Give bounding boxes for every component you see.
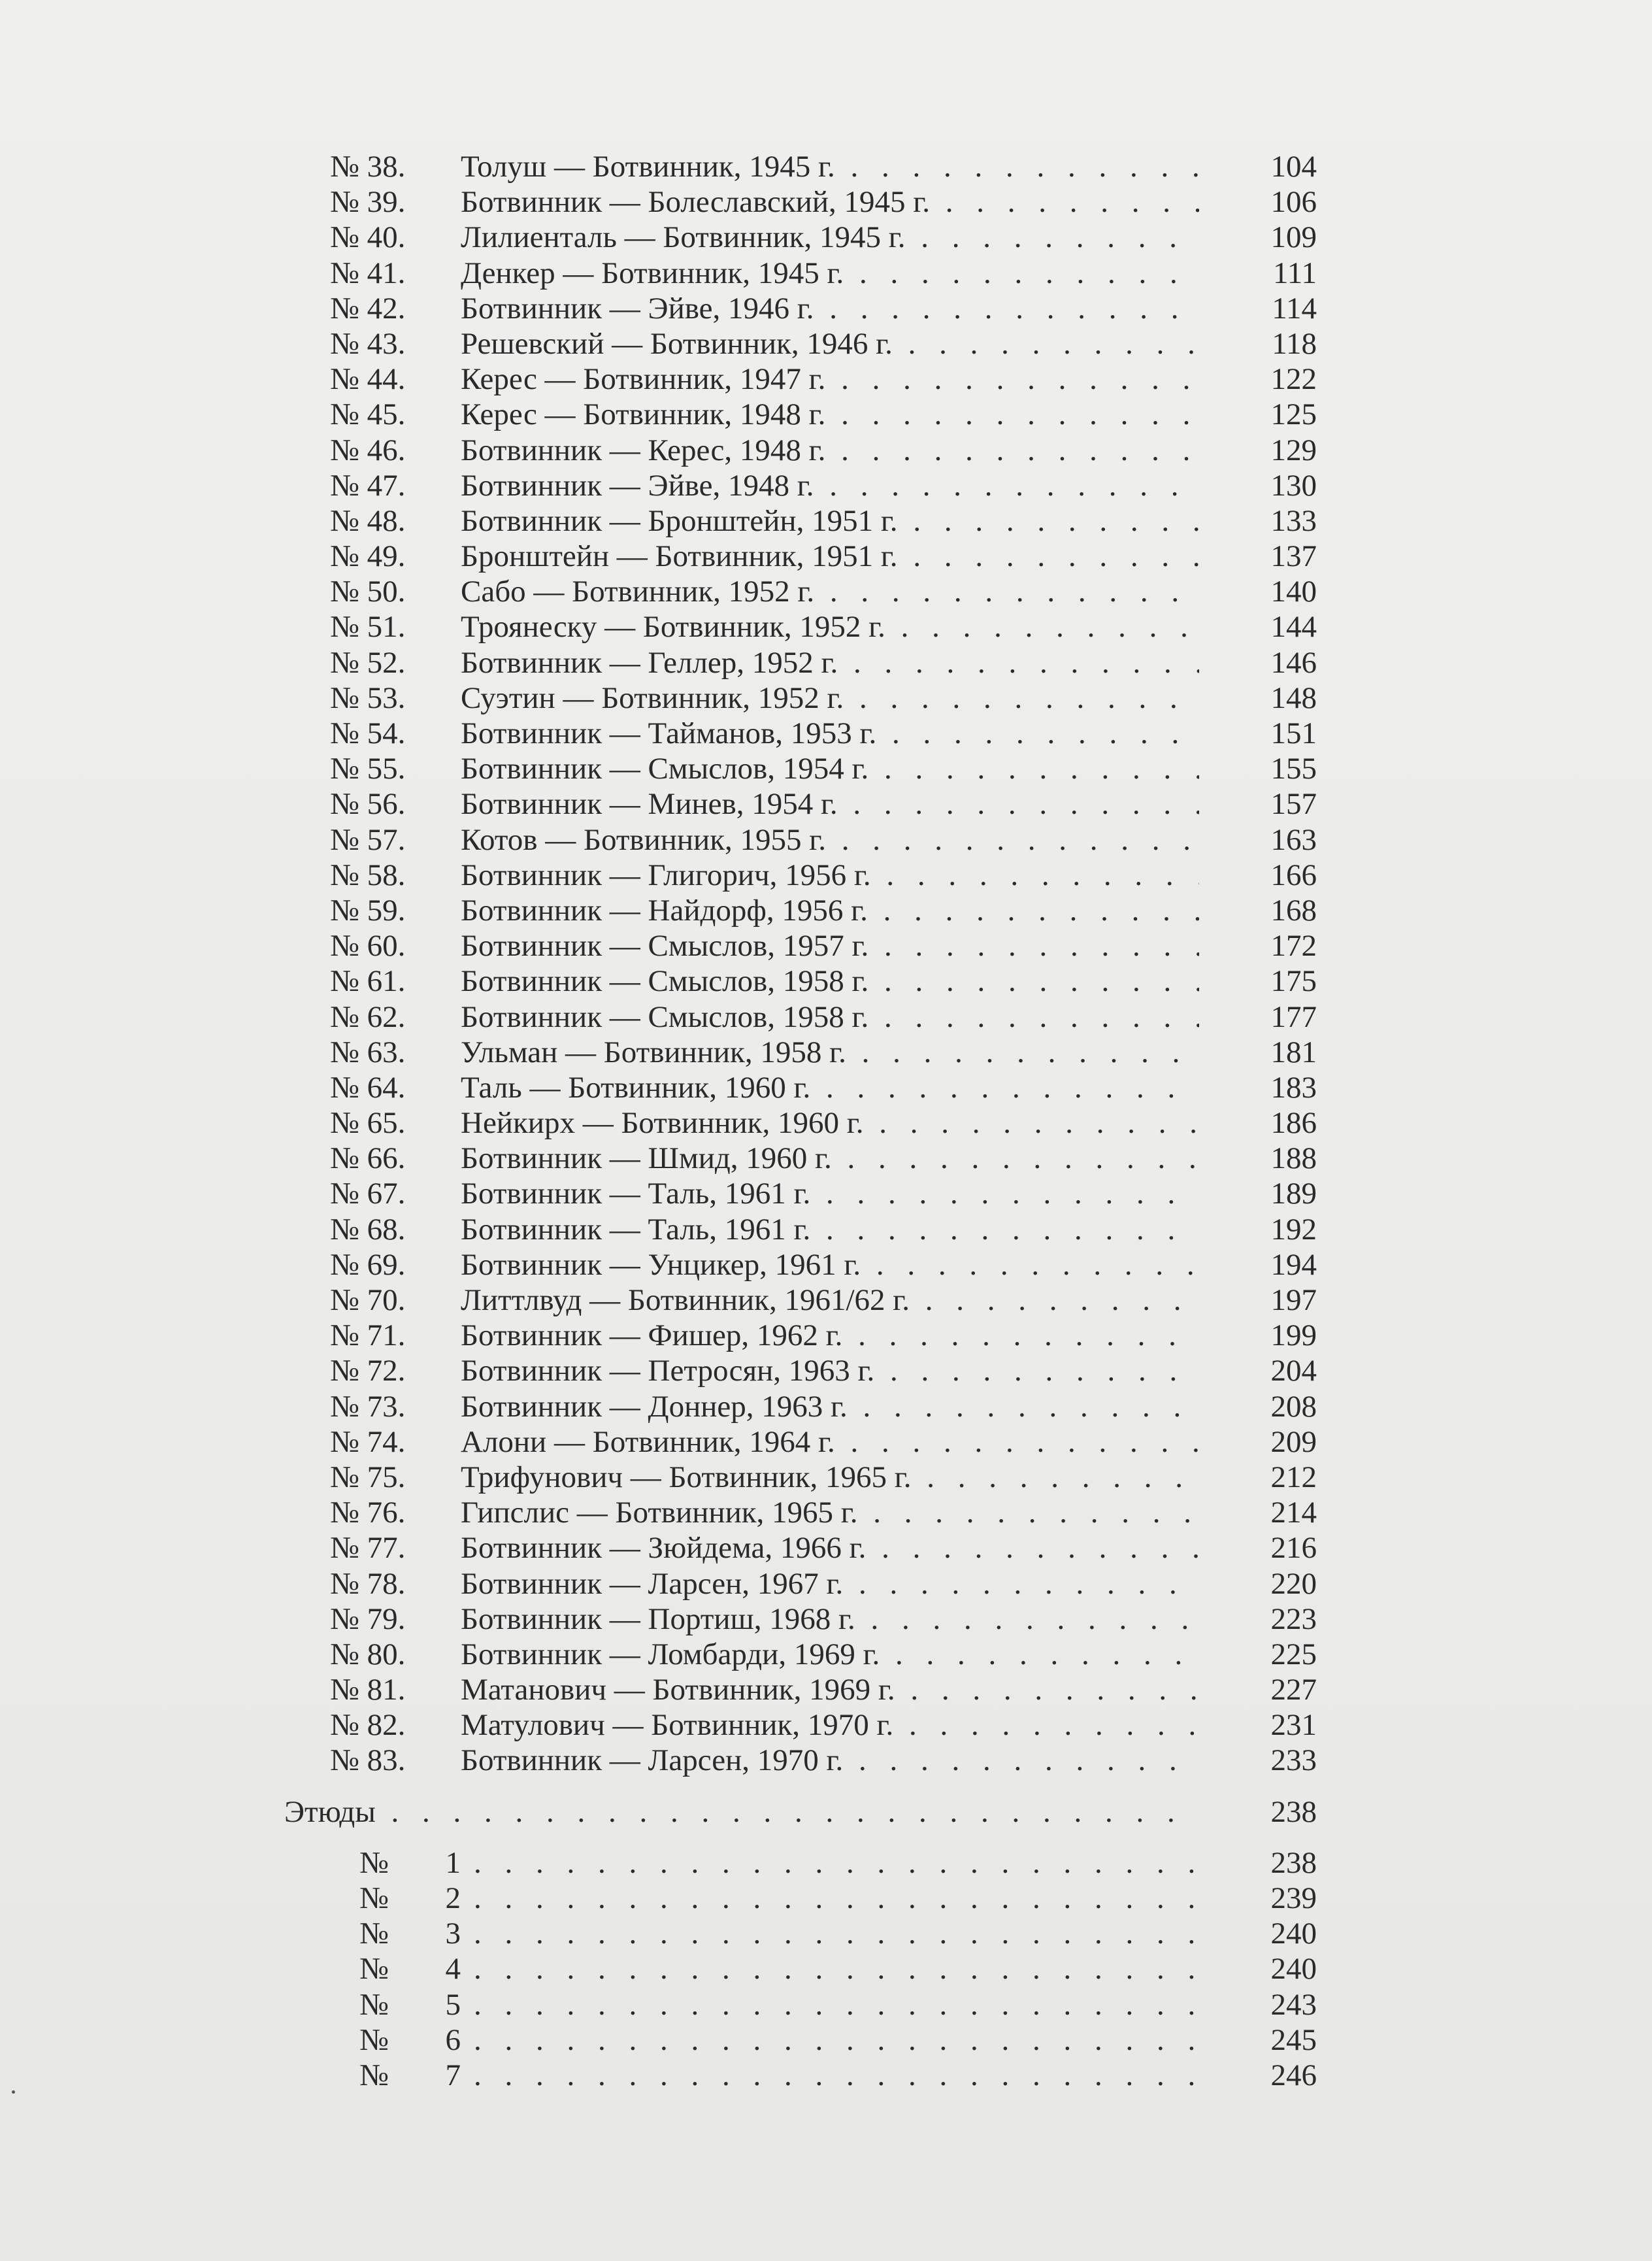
entry-title: Ботвинник — Бронштейн, 1951 г. . . . bbox=[461, 503, 1199, 539]
entry-page: 197 bbox=[1270, 1283, 1317, 1317]
etude-number: 6 bbox=[445, 2022, 461, 2057]
etude-page: 246 bbox=[1270, 2058, 1317, 2092]
entry-page: 106 bbox=[1270, 185, 1317, 220]
entry-number: № 81. bbox=[330, 1673, 406, 1707]
etude-entry bbox=[330, 1881, 1317, 1916]
entry-page: 118 bbox=[1272, 326, 1317, 361]
toc-entry bbox=[330, 751, 1317, 786]
toc-entry bbox=[330, 1530, 1317, 1566]
etude-page: 245 bbox=[1270, 2022, 1317, 2057]
entry-title: Решевский — Ботвинник, 1946 г. . . . bbox=[461, 326, 1199, 361]
entry-title: Ботвинник — Найдорф, 1956 г. . . . bbox=[461, 893, 1199, 928]
entry-number: № 73. bbox=[330, 1389, 406, 1424]
entry-page: 104 bbox=[1270, 150, 1317, 184]
etude-number-sign: № bbox=[359, 1987, 389, 2022]
etude-entry bbox=[330, 1951, 1317, 1986]
entry-number: № 61. bbox=[330, 964, 406, 999]
entry-title: Ботвинник — Смыслов, 1958 г. . . . bbox=[461, 963, 1199, 999]
table-of-contents bbox=[284, 149, 1317, 2093]
etude-leader bbox=[474, 1881, 1199, 1916]
entry-title: Сабо — Ботвинник, 1952 г. . . . bbox=[461, 574, 1199, 609]
entry-title: Керес — Ботвинник, 1948 г. . . . bbox=[461, 397, 1199, 432]
entry-title: Бронштейн — Ботвинник, 1951 г. . . . bbox=[461, 539, 1199, 574]
entry-title: Гипслис — Ботвинник, 1965 г. . . . bbox=[461, 1495, 1199, 1530]
toc-entry bbox=[330, 1141, 1317, 1176]
entry-page: 146 bbox=[1270, 645, 1317, 680]
entry-page: 186 bbox=[1270, 1106, 1317, 1141]
etude-number-sign: № bbox=[359, 2022, 389, 2057]
toc-entry bbox=[330, 1247, 1317, 1282]
etude-number: 1 bbox=[445, 1845, 461, 1880]
entry-page: 192 bbox=[1270, 1212, 1317, 1247]
entry-number: № 43. bbox=[330, 326, 406, 361]
toc-entry bbox=[330, 1460, 1317, 1495]
entry-title: Ботвинник — Геллер, 1952 г. . . . bbox=[461, 645, 1199, 680]
toc-entry bbox=[330, 786, 1317, 822]
entry-page: 137 bbox=[1270, 539, 1317, 574]
entry-title: Ботвинник — Болеславский, 1945 г. . . . bbox=[461, 184, 1199, 220]
toc-entry bbox=[330, 858, 1317, 893]
entry-number: № 40. bbox=[330, 220, 406, 255]
entry-page: 199 bbox=[1270, 1318, 1317, 1353]
entry-page: 212 bbox=[1270, 1460, 1317, 1494]
entry-page: 175 bbox=[1270, 964, 1317, 999]
etude-number: 4 bbox=[445, 1952, 461, 1986]
toc-entry bbox=[330, 256, 1317, 291]
toc-entry bbox=[330, 1105, 1317, 1141]
entry-number: № 79. bbox=[330, 1601, 406, 1636]
toc-entry bbox=[330, 999, 1317, 1035]
entry-title: Ботвинник — Фишер, 1962 г. . . . bbox=[461, 1318, 1199, 1353]
etude-entry bbox=[330, 1845, 1317, 1881]
entry-title: Ботвинник — Эйве, 1948 г. . . . bbox=[461, 468, 1199, 503]
entry-page: 223 bbox=[1270, 1601, 1317, 1636]
entry-page: 111 bbox=[1272, 256, 1317, 290]
entry-number: № 42. bbox=[330, 291, 406, 326]
entry-number: № 49. bbox=[330, 539, 406, 574]
entry-number: № 82. bbox=[330, 1708, 406, 1743]
toc-entry bbox=[330, 1672, 1317, 1707]
section-title: Этюды . . . bbox=[284, 1794, 1199, 1830]
entry-page: 231 bbox=[1270, 1708, 1317, 1743]
entry-page: 181 bbox=[1270, 1035, 1317, 1069]
etude-number-sign: № bbox=[359, 1952, 389, 1986]
entry-page: 125 bbox=[1270, 397, 1317, 432]
toc-entry bbox=[330, 468, 1317, 503]
entry-page: 204 bbox=[1270, 1354, 1317, 1388]
entry-number: № 38. bbox=[330, 150, 406, 184]
entry-title: Ботвинник — Керес, 1948 г. . . . bbox=[461, 433, 1199, 468]
entry-number: № 70. bbox=[330, 1283, 406, 1317]
etude-leader bbox=[474, 1916, 1199, 1951]
entry-title: Ботвинник — Таль, 1961 г. . . . bbox=[461, 1212, 1199, 1247]
entry-number: № 41. bbox=[330, 256, 406, 290]
etude-page: 238 bbox=[1270, 1845, 1317, 1880]
etude-number: 5 bbox=[445, 1987, 461, 2022]
toc-entry bbox=[330, 1637, 1317, 1672]
entry-title: Ботвинник — Тайманов, 1953 г. . . . bbox=[461, 716, 1199, 751]
etude-page: 243 bbox=[1270, 1987, 1317, 2022]
section-page: 238 bbox=[1270, 1794, 1317, 1829]
etude-number-sign: № bbox=[359, 2058, 389, 2092]
toc-entry bbox=[330, 1318, 1317, 1353]
entry-page: 209 bbox=[1270, 1424, 1317, 1459]
entry-title: Матулович — Ботвинник, 1970 г. . . . bbox=[461, 1707, 1199, 1743]
entry-title: Ботвинник — Ломбарди, 1969 г. . . . bbox=[461, 1637, 1199, 1672]
entry-number: № 65. bbox=[330, 1106, 406, 1141]
etude-leader bbox=[474, 1845, 1199, 1881]
etude-page: 239 bbox=[1270, 1881, 1317, 1915]
entry-title: Ботвинник — Глигорич, 1956 г. . . . bbox=[461, 858, 1199, 893]
toc-entry bbox=[330, 680, 1317, 716]
entry-page: 155 bbox=[1270, 752, 1317, 786]
toc-entry bbox=[330, 1070, 1317, 1105]
etude-entry bbox=[330, 2022, 1317, 2058]
entry-title: Ботвинник — Доннер, 1963 г. . . . bbox=[461, 1389, 1199, 1424]
entry-page: 225 bbox=[1270, 1637, 1317, 1671]
entry-title: Ботвинник — Ларсен, 1967 г. . . . bbox=[461, 1566, 1199, 1601]
entry-page: 172 bbox=[1270, 929, 1317, 963]
entry-title: Нейкирх — Ботвинник, 1960 г. . . . bbox=[461, 1105, 1199, 1141]
entry-number: № 58. bbox=[330, 858, 406, 892]
entry-title: Литтлвуд — Ботвинник, 1961/62 г. . . . bbox=[461, 1282, 1199, 1318]
entry-number: № 71. bbox=[330, 1318, 406, 1353]
entry-title: Трифунович — Ботвинник, 1965 г. . . . bbox=[461, 1460, 1199, 1495]
toc-entry bbox=[330, 1353, 1317, 1388]
entry-title: Таль — Ботвинник, 1960 г. . . . bbox=[461, 1070, 1199, 1105]
etude-entry bbox=[330, 1987, 1317, 2022]
entry-number: № 44. bbox=[330, 362, 406, 397]
entry-title: Лилиенталь — Ботвинник, 1945 г. . . . bbox=[461, 220, 1199, 255]
toc-entry bbox=[330, 822, 1317, 858]
toc-entry bbox=[330, 149, 1317, 184]
entry-page: 189 bbox=[1270, 1177, 1317, 1211]
etude-number: 7 bbox=[445, 2058, 461, 2092]
entry-number: № 63. bbox=[330, 1035, 406, 1069]
entry-page: 133 bbox=[1270, 503, 1317, 538]
etude-leader bbox=[474, 2058, 1199, 2093]
entry-title: Ботвинник — Шмид, 1960 г. . . . bbox=[461, 1141, 1199, 1176]
entry-number: № 83. bbox=[330, 1743, 406, 1778]
entry-number: № 76. bbox=[330, 1496, 406, 1530]
etude-entry bbox=[330, 2058, 1317, 2093]
entry-number: № 56. bbox=[330, 787, 406, 822]
entry-title: Ботвинник — Смыслов, 1958 г. . . . bbox=[461, 999, 1199, 1035]
toc-entry bbox=[330, 1566, 1317, 1601]
toc-entry bbox=[330, 1601, 1317, 1637]
entry-page: 220 bbox=[1270, 1566, 1317, 1601]
entry-number: № 53. bbox=[330, 680, 406, 715]
etude-number: 2 bbox=[445, 1881, 461, 1915]
entry-page: 114 bbox=[1272, 291, 1317, 326]
toc-entry bbox=[330, 1389, 1317, 1424]
entry-page: 168 bbox=[1270, 893, 1317, 928]
etude-number: 3 bbox=[445, 1917, 461, 1951]
toc-entry bbox=[330, 361, 1317, 397]
entry-page: 109 bbox=[1270, 220, 1317, 255]
entry-page: 227 bbox=[1270, 1673, 1317, 1707]
entry-number: № 39. bbox=[330, 185, 406, 220]
entry-number: № 74. bbox=[330, 1424, 406, 1459]
entry-number: № 57. bbox=[330, 822, 406, 857]
entry-page: 140 bbox=[1270, 575, 1317, 609]
section-heading-etudes bbox=[284, 1794, 1317, 1830]
entry-page: 233 bbox=[1270, 1743, 1317, 1778]
entry-title: Ботвинник — Эйве, 1946 г. . . . bbox=[461, 291, 1199, 326]
toc-entry bbox=[330, 1212, 1317, 1247]
toc-entry bbox=[330, 574, 1317, 609]
entry-title: Денкер — Ботвинник, 1945 г. . . . bbox=[461, 256, 1199, 291]
entry-title: Керес — Ботвинник, 1947 г. . . . bbox=[461, 361, 1199, 397]
entry-title: Ботвинник — Ларсен, 1970 г. . . . bbox=[461, 1743, 1199, 1778]
entry-number: № 64. bbox=[330, 1070, 406, 1105]
toc-entry bbox=[330, 1707, 1317, 1743]
entry-number: № 45. bbox=[330, 397, 406, 432]
entry-number: № 46. bbox=[330, 433, 406, 467]
entry-title: Ботвинник — Минев, 1954 г. . . . bbox=[461, 786, 1199, 822]
entry-page: 148 bbox=[1270, 680, 1317, 715]
etude-number-sign: № bbox=[359, 1845, 389, 1880]
toc-entry bbox=[330, 220, 1317, 255]
toc-entry bbox=[330, 716, 1317, 751]
entry-number: № 77. bbox=[330, 1531, 406, 1566]
entry-title: Ботвинник — Таль, 1961 г. . . . bbox=[461, 1176, 1199, 1211]
entry-page: 177 bbox=[1270, 999, 1317, 1034]
entry-number: № 60. bbox=[330, 929, 406, 963]
etude-leader bbox=[474, 2022, 1199, 2058]
entry-title: Толуш — Ботвинник, 1945 г. . . . bbox=[461, 149, 1199, 184]
toc-entry bbox=[330, 291, 1317, 326]
etude-number-sign: № bbox=[359, 1917, 389, 1951]
entry-number: № 75. bbox=[330, 1460, 406, 1494]
paper-speck bbox=[12, 2090, 15, 2094]
toc-entry bbox=[330, 539, 1317, 574]
toc-entry bbox=[330, 433, 1317, 468]
etude-page: 240 bbox=[1270, 1952, 1317, 1986]
entry-number: № 78. bbox=[330, 1566, 406, 1601]
toc-entry bbox=[330, 1282, 1317, 1318]
toc-entry bbox=[330, 928, 1317, 963]
etude-entry bbox=[330, 1916, 1317, 1951]
toc-entry bbox=[330, 326, 1317, 361]
entry-title: Ботвинник — Смыслов, 1954 г. . . . bbox=[461, 751, 1199, 786]
entry-page: 151 bbox=[1270, 716, 1317, 750]
toc-entry bbox=[330, 1176, 1317, 1211]
entry-page: 208 bbox=[1270, 1389, 1317, 1424]
entry-number: № 50. bbox=[330, 575, 406, 609]
entry-page: 214 bbox=[1270, 1496, 1317, 1530]
entry-number: № 72. bbox=[330, 1354, 406, 1388]
entry-page: 163 bbox=[1270, 822, 1317, 857]
entry-number: № 67. bbox=[330, 1177, 406, 1211]
toc-entry bbox=[330, 963, 1317, 999]
entry-page: 144 bbox=[1270, 610, 1317, 645]
toc-entry bbox=[330, 1743, 1317, 1778]
toc-entry bbox=[330, 1424, 1317, 1460]
entry-title: Матанович — Ботвинник, 1969 г. . . . bbox=[461, 1672, 1199, 1707]
toc-entry bbox=[330, 1495, 1317, 1530]
toc-entry bbox=[330, 645, 1317, 680]
entry-number: № 59. bbox=[330, 893, 406, 928]
entry-number: № 66. bbox=[330, 1141, 406, 1176]
toc-entry bbox=[330, 503, 1317, 539]
toc-entry bbox=[330, 1035, 1317, 1070]
entry-title: Котов — Ботвинник, 1955 г. . . . bbox=[461, 822, 1199, 858]
entry-number: № 51. bbox=[330, 610, 406, 645]
entry-number: № 52. bbox=[330, 645, 406, 680]
entry-page: 157 bbox=[1270, 787, 1317, 822]
etude-leader bbox=[474, 1951, 1199, 1986]
entry-title: Троянеску — Ботвинник, 1952 г. . . . bbox=[461, 609, 1199, 645]
entry-page: 194 bbox=[1270, 1247, 1317, 1282]
section-gap bbox=[330, 1779, 1317, 1794]
entry-number: № 68. bbox=[330, 1212, 406, 1247]
entry-page: 129 bbox=[1270, 433, 1317, 467]
entry-page: 166 bbox=[1270, 858, 1317, 892]
entry-number: № 55. bbox=[330, 752, 406, 786]
entry-number: № 69. bbox=[330, 1247, 406, 1282]
entry-number: № 80. bbox=[330, 1637, 406, 1671]
entry-title: Суэтин — Ботвинник, 1952 г. . . . bbox=[461, 680, 1199, 716]
entry-page: 188 bbox=[1270, 1141, 1317, 1176]
section-gap bbox=[330, 1830, 1317, 1845]
etude-page: 240 bbox=[1270, 1917, 1317, 1951]
entry-title: Алони — Ботвинник, 1964 г. . . . bbox=[461, 1424, 1199, 1460]
entry-title: Ботвинник — Петросян, 1963 г. . . . bbox=[461, 1353, 1199, 1388]
entry-page: 216 bbox=[1270, 1531, 1317, 1566]
entry-page: 183 bbox=[1270, 1070, 1317, 1105]
toc-entry bbox=[330, 184, 1317, 220]
toc-entry bbox=[330, 609, 1317, 645]
entry-number: № 48. bbox=[330, 503, 406, 538]
entry-number: № 62. bbox=[330, 999, 406, 1034]
entry-title: Ульман — Ботвинник, 1958 г. . . . bbox=[461, 1035, 1199, 1070]
entry-title: Ботвинник — Унцикер, 1961 г. . . . bbox=[461, 1247, 1199, 1282]
entry-page: 130 bbox=[1270, 468, 1317, 503]
entry-number: № 54. bbox=[330, 716, 406, 750]
entry-title: Ботвинник — Смыслов, 1957 г. . . . bbox=[461, 928, 1199, 963]
entry-title: Ботвинник — Портиш, 1968 г. . . . bbox=[461, 1601, 1199, 1637]
toc-entry bbox=[330, 893, 1317, 928]
entry-page: 122 bbox=[1270, 362, 1317, 397]
toc-entry bbox=[330, 397, 1317, 432]
etude-number-sign: № bbox=[359, 1881, 389, 1915]
entry-title: Ботвинник — Зюйдема, 1966 г. . . . bbox=[461, 1530, 1199, 1566]
etude-leader bbox=[474, 1987, 1199, 2022]
entry-number: № 47. bbox=[330, 468, 406, 503]
